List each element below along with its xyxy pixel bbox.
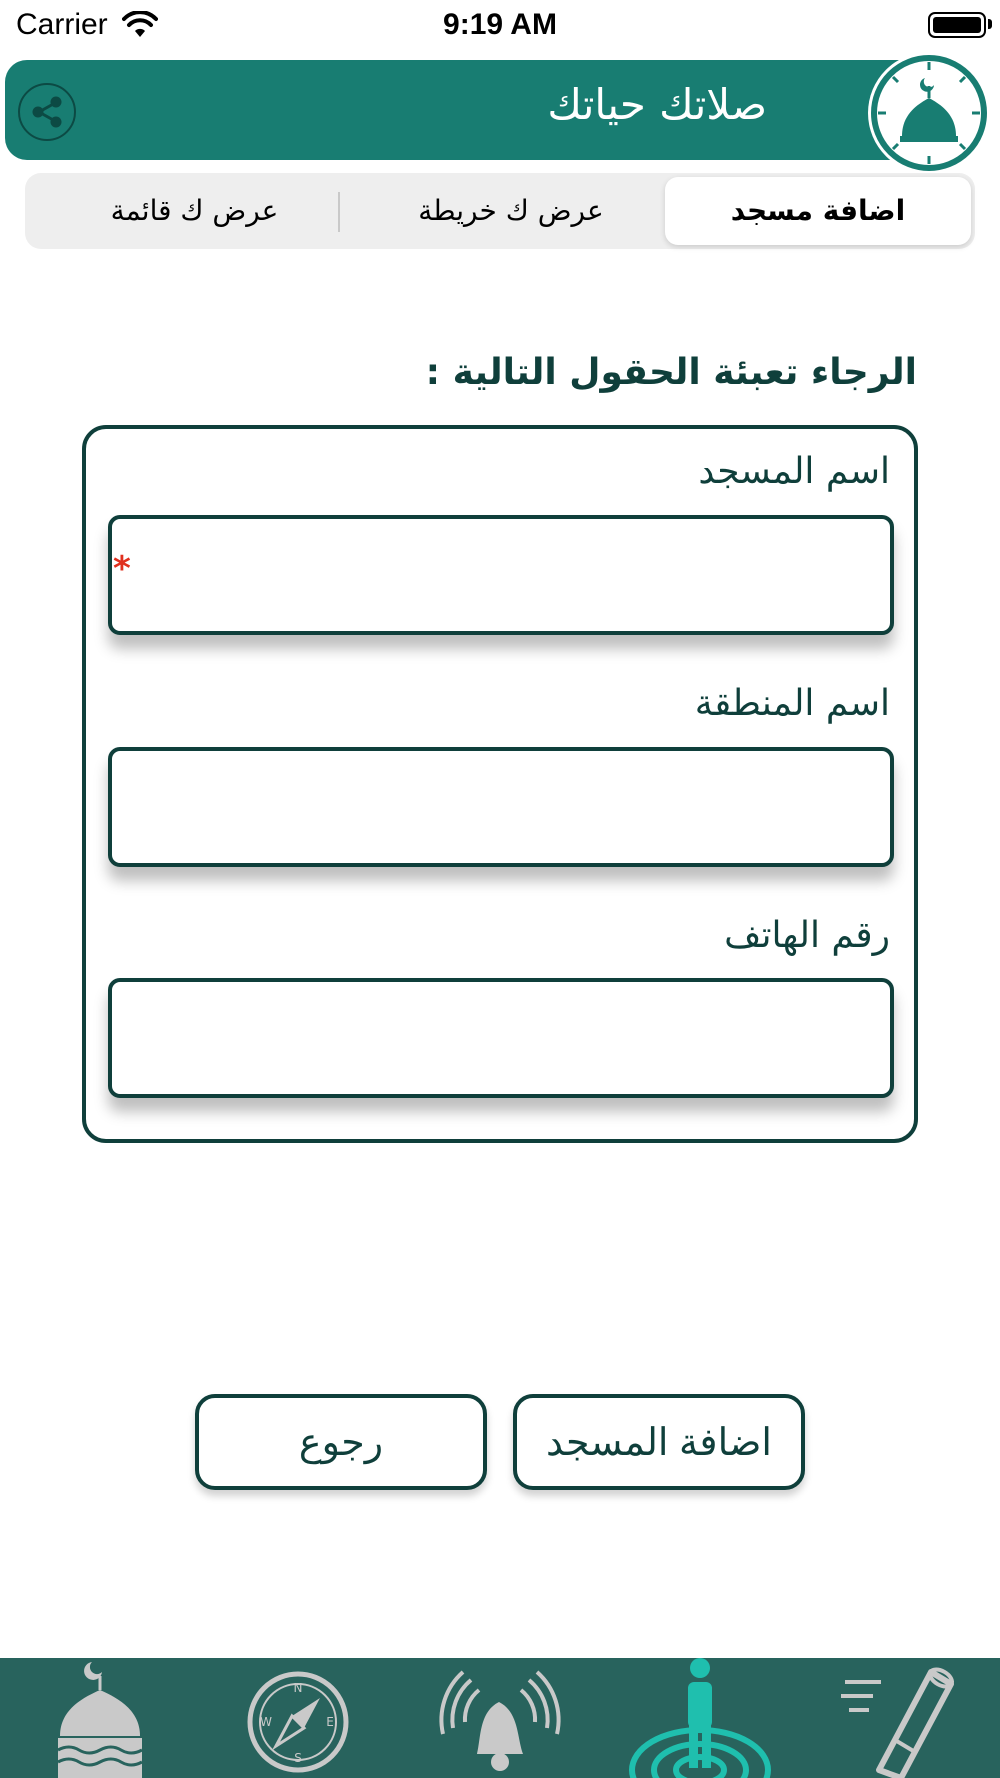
tab-alerts[interactable] [435,1658,565,1778]
area-name-label: اسم المنطقة [694,683,890,724]
battery-icon [928,12,986,38]
tab-nearby[interactable] [625,1658,775,1778]
form-heading: الرجاء تعبئة الحقول التالية : [425,352,917,393]
battery-tip [988,19,992,29]
tab-moon-sighting[interactable] [835,1658,965,1778]
bottom-tab-bar [0,1658,1000,1778]
status-time: 9:19 AM [443,8,557,41]
required-asterisk: * [113,549,131,589]
phone-number-input[interactable] [108,978,894,1098]
app-logo [868,52,990,174]
area-name-input[interactable] [108,747,894,867]
status-bar [0,0,1000,50]
share-icon [20,85,74,139]
mosque-clock-icon [868,52,990,174]
tab-mosques[interactable] [40,1658,160,1778]
phone-number-label: رقم الهاتف [724,915,890,956]
carrier-label: Carrier [16,8,108,41]
add-mosque-button[interactable]: اضافة المسجد [513,1394,805,1490]
tab-qibla[interactable] [240,1658,360,1778]
app-title: صلاتك حياتك [547,80,767,129]
mosque-icon [40,1658,160,1778]
view-mode-segmented-control [25,173,975,249]
svg-text:E: E [326,1715,334,1729]
app-header [5,60,910,160]
svg-text:N: N [293,1681,303,1695]
mosque-name-input[interactable] [108,515,894,635]
svg-text:W: W [260,1715,272,1729]
tab-divider [338,192,340,232]
mosque-form-card [82,425,918,1143]
bell-alert-icon [435,1658,565,1778]
share-button[interactable] [18,83,76,141]
telescope-icon [835,1658,965,1778]
tab-add-mosque[interactable]: اضافة مسجد [665,177,971,245]
mosque-name-label: اسم المسجد [698,451,890,492]
person-location-icon [625,1658,775,1778]
svg-text:S: S [294,1751,302,1765]
tab-map-view[interactable]: عرض ك خريطة [418,194,604,227]
back-button[interactable]: رجوع [195,1394,487,1490]
compass-icon [240,1658,360,1778]
tab-list-view[interactable]: عرض ك قائمة [110,194,279,227]
